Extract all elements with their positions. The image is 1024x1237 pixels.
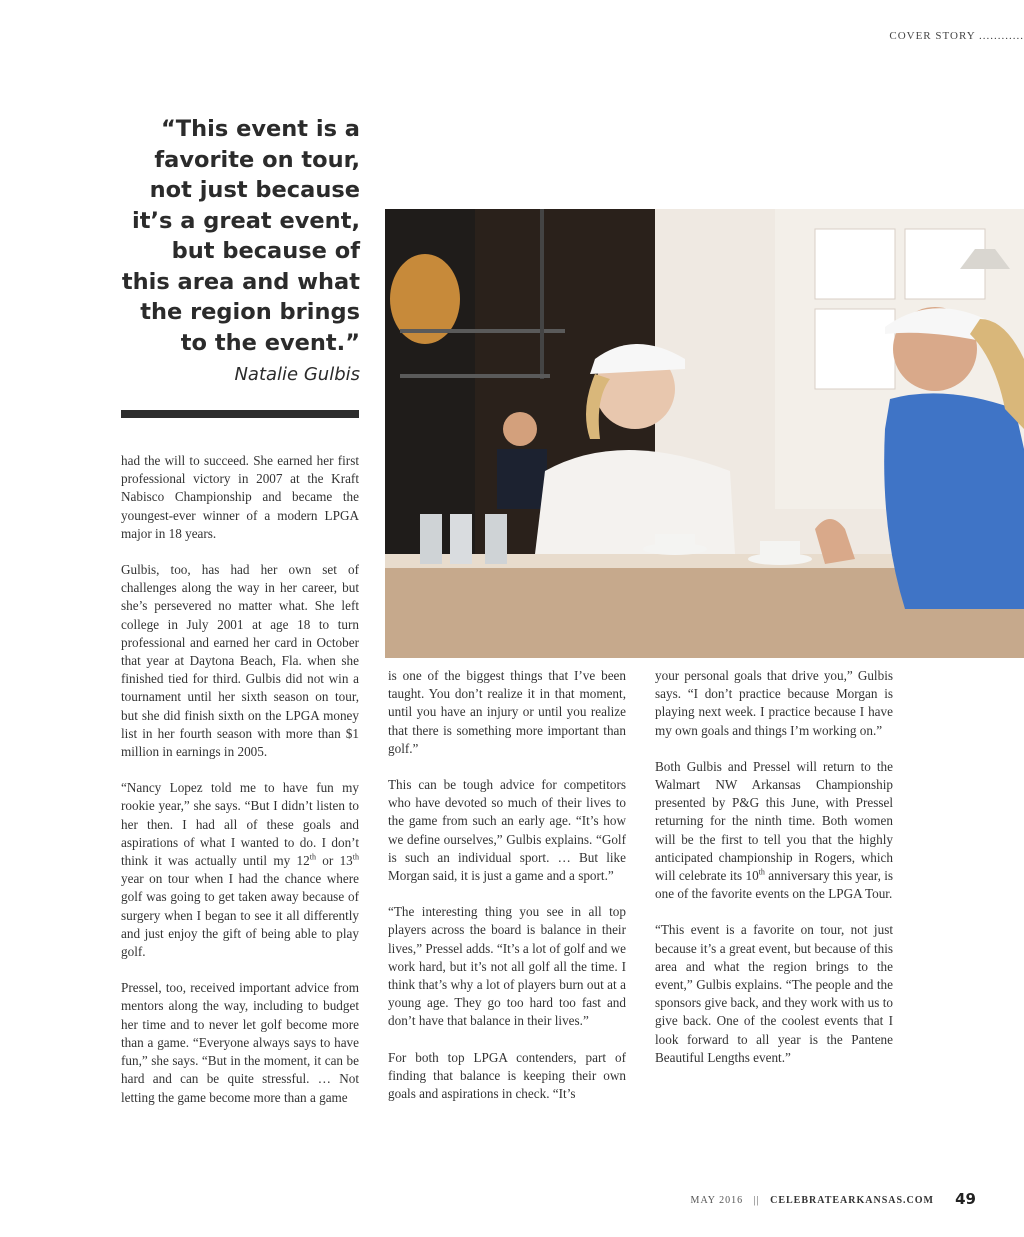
paragraph: “Nancy Lopez told me to have fun my rookie year,” she says. “But I didn’t listen to her then. I had all of these goals and aspirations of what I wanted to do. I don’t think it was actually until my 12th or 13th year on tour when I had the chance where golf was going to get taken away because of surgery when I began to see it all differently and just enjoy the gift of being able to play golf. [121,780,359,960]
paragraph: had the will to succeed. She earned her first professional victory in 2007 at the Kraft Nabisco Championship and became the youngest-ever winner of a modern LPGA major in 18 years. [121,453,359,541]
pull-quote-line: this area and what [121,268,360,295]
pull-quote-divider [121,410,359,418]
paragraph: This can be tough advice for competitors who have devoted so much of their lives to the game from such an early age. “It’s how we define ourselves,” Gulbis explains. “Golf is such an individual sport. … But like Morgan said, it is just a game and a sport.” [388,777,626,884]
page-number: 49 [955,1190,976,1208]
pull-quote [100,114,360,358]
pull-quote-line: to the event.” [180,329,360,356]
paragraph: Pressel, too, received important advice from mentors along the way, including to budget her time and to never let golf become more than a game. “Everyone always says to have fun,” she says. “But in the moment, it can be hard and can be quite stressful. … Not letting the game become more than a game [121,980,359,1105]
pull-quote-author: Natalie Gulbis [234,364,360,385]
section-label: COVER STORY ............ [889,30,1024,42]
pull-quote-line: favorite on tour, [154,146,360,173]
pull-quote-line: not just because [149,177,360,203]
article-column-3 [655,667,893,1085]
website-link[interactable]: CELEBRATEARKANSAS.COM [770,1195,934,1206]
paragraph: Gulbis, too, has had her own set of challenges along the way in her career, but she’s persevered no matter what. She left college in July 2001 at age 18 to turn professional and earned her card in October that year at Daytona Beach, Fla. when she finished tied for third. Gulbis did not win a tournament until her sixth season on tour, but she did finish sixth on the LPGA money list in her fourth season with more than $1 million in earnings in 2005. [121,562,359,760]
footer-separator: || [753,1195,760,1206]
page-footer [691,1195,934,1206]
pull-quote-line: it’s a great event, [132,207,360,234]
paragraph: For both top LPGA contenders, part of finding that balance is keeping their own goals and aspirations in check. “It’s [388,1049,626,1102]
paragraph: “This event is a favorite on tour, not just because it’s a great event, but because of this area and what the region brings to the event,” Gulbis explains. “The people and the sponsors give back, and they work with us to give back. One of the coolest events that I look forward to all year is the Pantene Beautiful Lengths event.” [655,922,893,1065]
article-column-1 [121,452,359,1125]
paragraph: is one of the biggest things that I’ve been taught. You don’t realize it in that moment, until you have an injury or until you realize that there is something more important than golf.” [388,668,626,756]
paragraph: “The interesting thing you see in all top players across the board is balance in their lives,” Pressel adds. “It’s a lot of golf and we work hard, but it’s not all golf all the time. I think that’s why a lot of players burn out at a young age. They go too hard too fast and don’t have that balance in their lives.” [388,904,626,1029]
pull-quote-line: but because of [171,238,360,264]
article-column-2 [388,667,626,1121]
issue-date: MAY 2016 [690,1195,744,1206]
photo-illustration [385,209,1024,658]
paragraph: your personal goals that drive you,” Gulbis says. “I don’t practice because Morgan is playing next week. I practice because I have my own goals and things I’m working on.” [655,668,893,738]
pull-quote-line: “This event is a [160,116,360,142]
golfers-at-bar-photo [385,209,1024,658]
pull-quote-line: the region brings [140,299,360,325]
paragraph: Both Gulbis and Pressel will return to the Walmart NW Arkansas Championship presented by P&G this June, with Pressel returning for the ninth time. Both women will be the first to tell you that the highly anticipated championship in Rogers, which will celebrate its 10th anniversary this year, is one of the favorite events on the LPGA Tour. [655,758,893,902]
